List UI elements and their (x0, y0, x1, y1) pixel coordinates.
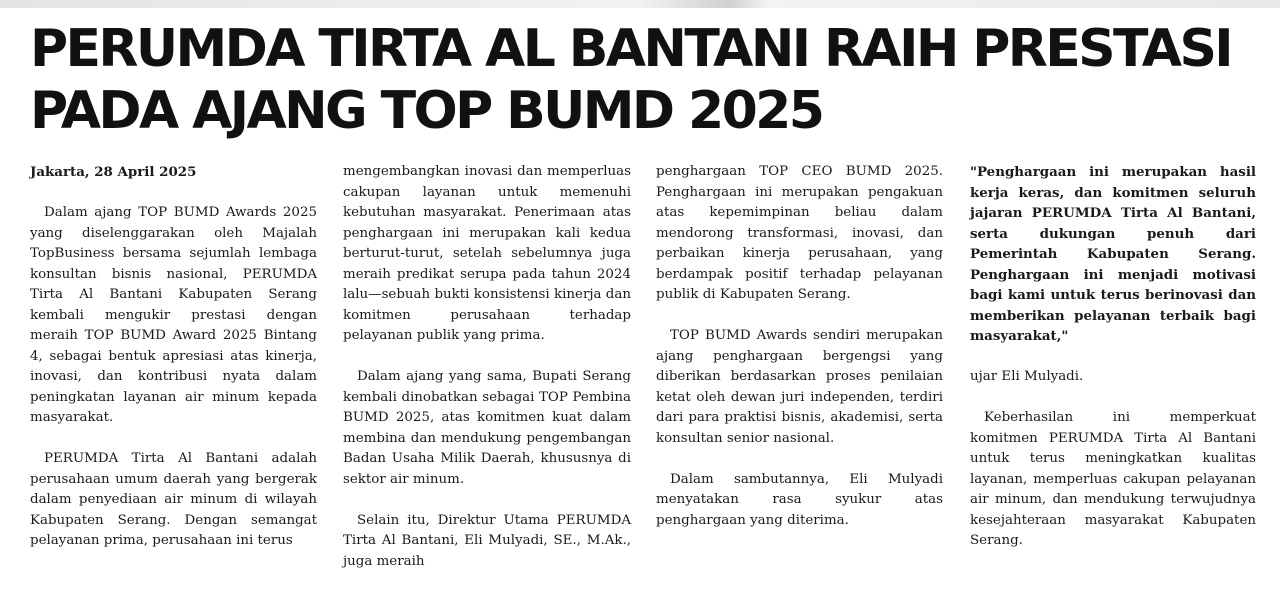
paragraph: penghargaan TOP CEO BUMD 2025. Penghargaan ini merupakan pengakuan atas kepemimpinan beliau dalam mendorong transformasi, inovasi, dan perbaikan kinerja perusahaan, yang berdampak positif terhadap pelayanan publik di Kabupaten Serang. (656, 164, 943, 302)
pull-quote: "Penghargaan ini merupakan hasil kerja keras, dan komitmen seluruh jajaran PERUMDA Tirta Al Bantani, serta dukungan penuh dari Pemerintah Kabupaten Serang. Penghargaan ini menjadi motivasi bagi kami untuk terus berinovasi dan memberikan pelayanan terbaik bagi masyarakat," (970, 164, 1256, 344)
paragraph: PERUMDA Tirta Al Bantani adalah perusahaan umum daerah yang bergerak dalam penyediaan air minum di wilayah Kabupaten Serang. Dengan semangat pelayanan prima, perusahaan ini terus (30, 451, 317, 548)
paragraph: Dalam ajang yang sama, Bupati Serang kembali dinobatkan sebagai TOP Pembina BUMD 2025, atas komitmen kuat dalam membina dan mendukung pengembangan Badan Usaha Milik Daerah, khususnya di sektor air minum. (343, 369, 631, 487)
article-column-2 (343, 162, 631, 593)
paragraph: Keberhasilan ini memperkuat komitmen PERUMDA Tirta Al Bantani untuk terus meningkatkan kualitas layanan, memperluas cakupan pelayanan air minum, dan mendukung terwujudnya kesejahteraan masyarakat Kabupaten Serang. (970, 410, 1256, 548)
article-column-4 (970, 162, 1256, 572)
paragraph: TOP BUMD Awards sendiri merupakan ajang penghargaan bergengsi yang diberikan berdasarkan proses penilaian ketat oleh dewan juri independen, terdiri dari para praktisi bisnis, akademisi, serta konsultan senior nasional. (656, 328, 943, 446)
quote-attribution: ujar Eli Mulyadi. (970, 369, 1084, 384)
paragraph: Dalam sambutannya, Eli Mulyadi menyatakan rasa syukur atas penghargaan yang diterima. (656, 471, 943, 528)
headline-line-1: PERUMDA TIRTA AL BANTANI RAIH PRESTASI (30, 19, 1232, 79)
headline-line-2: PADA AJANG TOP BUMD 2025 (30, 81, 823, 141)
paragraph: Selain itu, Direktur Utama PERUMDA Tirta Al Bantani, Eli Mulyadi, SE., M.Ak., juga meraih (343, 512, 631, 569)
top-edge-band (0, 0, 1280, 8)
dateline: Jakarta, 28 April 2025 (30, 164, 197, 180)
paragraph: mengembangkan inovasi dan memperluas cakupan layanan untuk memenuhi kebutuhan masyarakat. Penerimaan atas penghargaan ini merupakan kali kedua berturut-turut, setelah sebelumnya juga meraih predikat serupa pada tahun 2024 lalu—sebuah bukti konsistensi kinerja dan komitmen perusahaan terhadap pelayanan publik yang prima. (343, 164, 631, 343)
article-column-3 (656, 162, 943, 552)
paragraph: Dalam ajang TOP BUMD Awards 2025 yang diselenggarakan oleh Majalah TopBusiness bersama sejumlah lembaga konsultan bisnis nasional, PERUMDA Tirta Al Bantani Kabupaten Serang kembali mengukir prestasi dengan meraih TOP BUMD Award 2025 Bintang 4, sebagai bentuk apresiasi atas kinerja, inovasi, dan kontribusi nyata dalam peningkatan layanan air minum kepada masyarakat. (30, 205, 317, 425)
headline (30, 18, 1270, 142)
article-column-1 (30, 162, 317, 572)
